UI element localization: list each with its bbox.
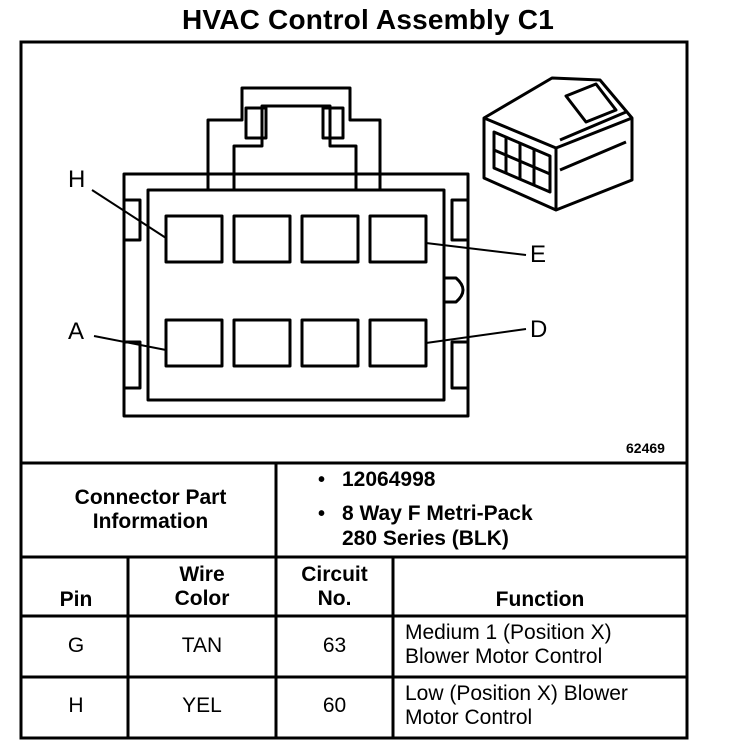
header-wire-color-line1: Wire (179, 563, 225, 586)
row-1-function-line1: Medium 1 (Position X) (405, 621, 612, 644)
pin-label-a: A (68, 318, 85, 345)
header-wire-color (128, 563, 276, 611)
connector-info-header-line2: Information (92, 510, 209, 533)
cavity (370, 216, 426, 262)
bullet-2: • (318, 503, 326, 525)
cavity (370, 320, 426, 366)
header-function: Function (495, 588, 585, 611)
pin-label-h: H (68, 166, 86, 193)
part-number: 12064998 (342, 468, 436, 491)
cavity (302, 216, 358, 262)
header-pin: Pin (59, 588, 93, 611)
row-1-function (405, 621, 612, 669)
row-1-circuit: 63 (322, 634, 347, 657)
cavity (234, 216, 290, 262)
header-circuit (276, 563, 393, 611)
row-1-pin: G (67, 634, 85, 657)
leader-d (426, 329, 526, 343)
figure-number: 62469 (626, 440, 665, 456)
cavity (302, 320, 358, 366)
leader-a (94, 336, 166, 350)
row-2-function (405, 682, 628, 730)
header-circuit-line2: No. (317, 587, 352, 610)
row-1-function-line2: Blower Motor Control (405, 645, 603, 668)
diagram-title: HVAC Control Assembly C1 (182, 4, 554, 35)
bullet-1: • (318, 469, 326, 491)
connector-series: 280 Series (BLK) (342, 527, 509, 550)
leader-h (92, 190, 166, 238)
cavity (166, 216, 222, 262)
connector-info-header-line1: Connector Part (74, 486, 227, 509)
cavity (166, 320, 222, 366)
header-wire-color-line2: Color (174, 587, 230, 610)
leader-e (426, 243, 526, 255)
pin-label-e: E (530, 241, 547, 268)
row-2-function-line2: Motor Control (405, 706, 533, 729)
cavity (234, 320, 290, 366)
row-2-circuit: 60 (322, 694, 347, 717)
connector-type: 8 Way F Metri-Pack (342, 502, 533, 525)
row-2-function-line1: Low (Position X) Blower (405, 682, 628, 705)
row-2-pin: H (68, 694, 84, 717)
pin-label-d: D (530, 316, 548, 343)
connector-isometric (484, 78, 632, 210)
row-1-wire-color: TAN (181, 634, 223, 657)
header-circuit-line1: Circuit (301, 563, 368, 586)
connector-face (124, 88, 468, 416)
connector-info-header (28, 486, 273, 534)
row-2-wire-color: YEL (182, 694, 222, 717)
